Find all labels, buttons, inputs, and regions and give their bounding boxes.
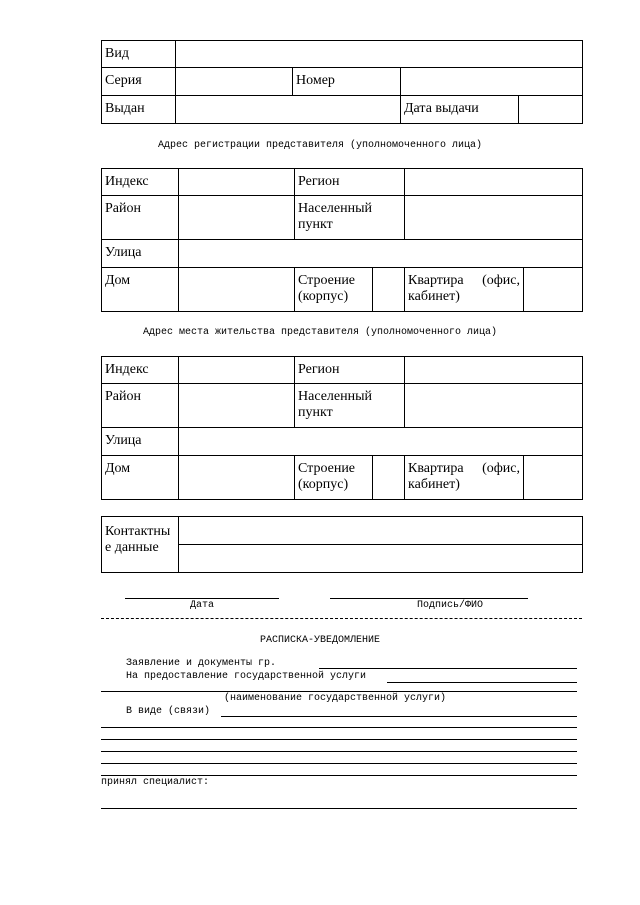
document-issue-date-field[interactable] bbox=[519, 96, 583, 124]
res-district-field[interactable] bbox=[179, 384, 295, 428]
res-building-label: Строение (корпус) bbox=[295, 456, 373, 500]
reg-house-field[interactable] bbox=[179, 268, 295, 312]
receipt-blank-line-2[interactable] bbox=[101, 739, 577, 740]
document-table bbox=[101, 40, 583, 124]
reg-region-field[interactable] bbox=[405, 169, 583, 196]
res-locality-field[interactable] bbox=[405, 384, 583, 428]
document-issue-date-label: Дата выдачи bbox=[401, 96, 519, 124]
res-apartment-field[interactable] bbox=[524, 456, 583, 500]
receipt-form-label: В виде (связи) bbox=[126, 706, 211, 717]
contacts-table bbox=[101, 516, 583, 573]
document-number-field[interactable] bbox=[401, 68, 583, 96]
document-series-label: Серия bbox=[102, 68, 176, 96]
signature-caption: Подпись/ФИО bbox=[416, 600, 483, 611]
reg-apartment-field[interactable] bbox=[524, 268, 583, 312]
cut-line bbox=[101, 618, 582, 619]
contacts-field-1[interactable] bbox=[179, 517, 583, 545]
receipt-accepted-line[interactable] bbox=[101, 808, 577, 809]
document-issued-field[interactable] bbox=[176, 96, 401, 124]
receipt-blank-line-4[interactable] bbox=[101, 763, 577, 764]
receipt-service-line-2[interactable] bbox=[101, 691, 577, 692]
receipt-form-line[interactable] bbox=[221, 716, 577, 717]
reg-region-label: Регион bbox=[295, 169, 405, 196]
reg-index-field[interactable] bbox=[179, 169, 295, 196]
receipt-blank-line-5[interactable] bbox=[101, 775, 577, 776]
receipt-service-label: На предоставление государственной услуги bbox=[126, 671, 367, 682]
reg-house-label: Дом bbox=[102, 268, 179, 312]
contacts-label: Контактные данные bbox=[102, 517, 179, 573]
reg-index-label: Индекс bbox=[102, 169, 179, 196]
receipt-docs-line[interactable] bbox=[319, 668, 577, 669]
registration-address-heading: Адрес регистрации представителя (уполномоченного лица) bbox=[157, 140, 483, 151]
reg-apartment-label: Квартира (офис, кабинет) bbox=[405, 268, 524, 312]
res-index-field[interactable] bbox=[179, 357, 295, 384]
receipt-service-line[interactable] bbox=[387, 682, 577, 683]
receipt-blank-line-3[interactable] bbox=[101, 751, 577, 752]
document-number-label: Номер bbox=[293, 68, 401, 96]
res-building-field[interactable] bbox=[373, 456, 405, 500]
residence-address-heading: Адрес места жительства представителя (уполномоченного лица) bbox=[142, 327, 498, 338]
date-line[interactable] bbox=[125, 598, 279, 599]
receipt-blank-line-1[interactable] bbox=[101, 727, 577, 728]
res-region-label: Регион bbox=[295, 357, 405, 384]
reg-district-label: Район bbox=[102, 196, 179, 240]
reg-district-field[interactable] bbox=[179, 196, 295, 240]
residence-address-table bbox=[101, 356, 583, 500]
contacts-field-2[interactable] bbox=[179, 545, 583, 573]
receipt-accepted-label: принял специалист: bbox=[101, 777, 210, 788]
document-type-label: Вид bbox=[102, 41, 176, 68]
receipt-docs-label: Заявление и документы гр. bbox=[126, 658, 277, 669]
reg-building-field[interactable] bbox=[373, 268, 405, 312]
receipt-service-caption: (наименование государственной услуги) bbox=[224, 693, 447, 704]
res-index-label: Индекс bbox=[102, 357, 179, 384]
reg-locality-label: Населенный пункт bbox=[295, 196, 405, 240]
res-street-label: Улица bbox=[102, 428, 179, 456]
date-caption: Дата bbox=[189, 600, 214, 611]
res-house-field[interactable] bbox=[179, 456, 295, 500]
res-locality-label: Населенный пункт bbox=[295, 384, 405, 428]
reg-street-label: Улица bbox=[102, 240, 179, 268]
res-district-label: Район bbox=[102, 384, 179, 428]
document-type-field[interactable] bbox=[176, 41, 583, 68]
document-issued-label: Выдан bbox=[102, 96, 176, 124]
document-series-field[interactable] bbox=[176, 68, 293, 96]
res-region-field[interactable] bbox=[405, 357, 583, 384]
receipt-title: РАСПИСКА-УВЕДОМЛЕНИЕ bbox=[259, 635, 381, 646]
res-apartment-label: Квартира (офис, кабинет) bbox=[405, 456, 524, 500]
reg-locality-field[interactable] bbox=[405, 196, 583, 240]
signature-line[interactable] bbox=[330, 598, 528, 599]
res-street-field[interactable] bbox=[179, 428, 583, 456]
registration-address-table bbox=[101, 168, 583, 312]
reg-building-label: Строение (корпус) bbox=[295, 268, 373, 312]
res-house-label: Дом bbox=[102, 456, 179, 500]
reg-street-field[interactable] bbox=[179, 240, 583, 268]
